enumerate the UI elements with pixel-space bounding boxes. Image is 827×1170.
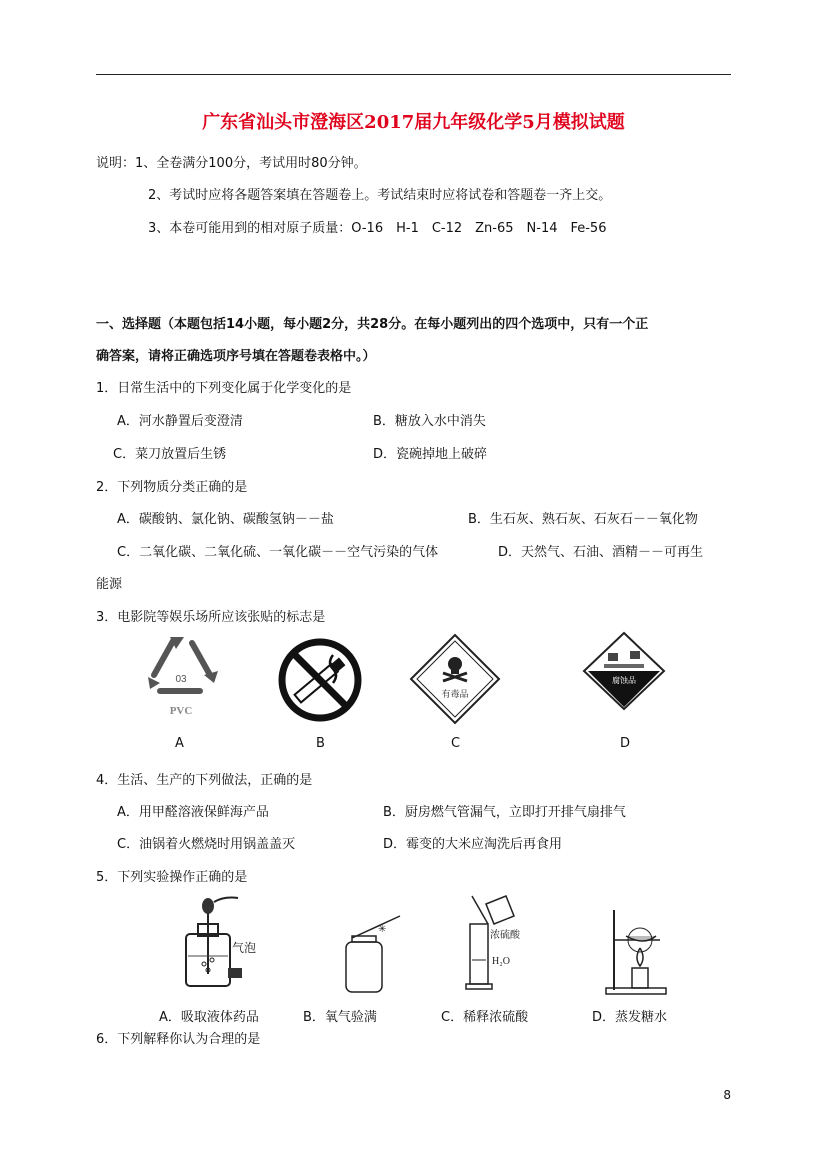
q2-option-d: D．天然气、石油、酒精－－可再生 [498, 545, 704, 560]
q6-stem: 6．下列解释你认为合理的是 [96, 1032, 261, 1047]
q2-stem: 2．下列物质分类正确的是 [96, 480, 248, 495]
acid-label: 浓硫酸 [490, 930, 520, 941]
corrosive-label: 腐蚀品 [612, 676, 636, 685]
q2-option-c: C．二氧化碳、二氧化硫、一氧化碳－－空气污染的气体 [117, 545, 439, 560]
q4-option-b: B．厨房燃气管漏气，立即打开排气扇排气 [383, 805, 626, 820]
evaporation-stand-icon [604, 906, 672, 996]
q1-option-a: A．河水静置后变澄清 [117, 414, 243, 429]
q4-option-c: C．油锅着火燃烧时用锅盖盖灭 [117, 837, 296, 852]
page-title: 广东省汕头市澄海区2017届九年级化学5月模拟试题 [202, 112, 625, 133]
section-heading-line2: 确答案，请将正确选项序号填在答题卷表格中。） [96, 349, 376, 364]
q3-label-b: B [316, 736, 325, 751]
q2-option-d-cont: 能源 [96, 577, 123, 592]
q5-option-a: A．吸取液体药品 [159, 1010, 259, 1025]
page-number: 8 [723, 1088, 731, 1102]
toxic-sign-icon [409, 633, 501, 725]
q4-stem: 4．生活、生产的下列做法，正确的是 [96, 773, 313, 788]
q4-option-d: D．霉变的大米应淘洗后再食用 [383, 837, 563, 852]
svg-text:✳: ✳ [378, 924, 387, 935]
q3-label-a: A [175, 736, 184, 751]
note-3: 3、本卷可能用到的相对原子质量：O-16 H-1 C-12 Zn-65 N-14 Fe-56 [148, 221, 607, 236]
dilution-cylinder-icon [458, 894, 538, 994]
header-rule [96, 74, 731, 75]
q3-stem: 3．电影院等娱乐场所应该张贴的标志是 [96, 610, 326, 625]
q5-option-c: C．稀释浓硫酸 [441, 1010, 529, 1025]
bubble-label: 气泡 [232, 941, 257, 955]
note-2: 2、考试时应将各题答案填在答题卷上。考试结束时应将试卷和答题卷一齐上交。 [148, 188, 612, 203]
recycling-pvc-icon [140, 633, 222, 721]
q2-option-b: B．生石灰、熟石灰、石灰石－－氧化物 [468, 512, 698, 527]
q2-option-a: A．碳酸钠、氯化钠、碳酸氢钠－－盐 [117, 512, 334, 527]
corrosive-sign-icon [582, 631, 666, 711]
q3-label-c: C [451, 736, 461, 751]
recycle-pvc-text: PVC [169, 705, 193, 717]
q3-label-d: D [620, 736, 631, 751]
q5-option-d: D．蒸发糖水 [592, 1010, 668, 1025]
toxic-label: 有毒品 [441, 690, 469, 700]
q4-option-a: A．用甲醛溶液保鲜海产品 [117, 805, 269, 820]
oxygen-bottle-icon [338, 912, 404, 996]
q1-option-c: C．菜刀放置后生锈 [113, 447, 227, 462]
section-heading-line1: 一、选择题（本题包括14小题，每小题2分，共28分。在每小题列出的四个选项中，只有一个正 [96, 317, 649, 332]
q5-stem: 5．下列实验操作正确的是 [96, 870, 248, 885]
no-smoking-icon [277, 637, 363, 723]
dropper-bottle-icon [180, 894, 268, 990]
q1-option-b: B．糖放入水中消失 [373, 414, 486, 429]
recycle-code: 03 [175, 674, 187, 685]
q1-option-d: D．瓷碗掉地上破碎 [373, 447, 488, 462]
water-label: H₂O [492, 956, 510, 967]
q5-option-b: B．氧气验满 [303, 1010, 377, 1025]
note-1: 说明：1、全卷满分100分，考试用时80分钟。 [96, 156, 367, 171]
q1-stem: 1．日常生活中的下列变化属于化学变化的是 [96, 381, 352, 396]
